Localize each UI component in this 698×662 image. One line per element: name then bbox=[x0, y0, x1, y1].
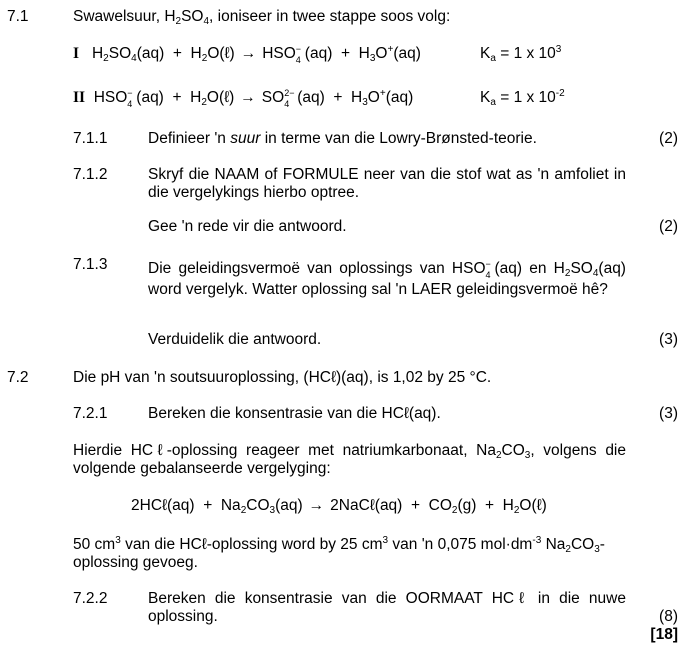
question-number-7-1-3: 7.1.3 bbox=[73, 256, 108, 273]
question-7-1-intro: Swawelsuur, $H_2SO_4$, ioniseer in twee stappe soos volg: bbox=[73, 8, 451, 27]
question-number-7-2-1: 7.2.1 bbox=[73, 405, 108, 422]
question-7-2-intro: Die pH van 'n soutsuuroplossing, (HCℓ)(aq), is 1,02 by 25 °C. bbox=[73, 369, 492, 386]
equation-2: II HSO − 4 $(aq) + H_2O(\ell)$ → SO 2− 4 $(aq) + H_3O^+(aq)$ bbox=[73, 87, 414, 109]
marks-7-2-2: (8) bbox=[659, 608, 678, 625]
question-number-7-2: 7.2 bbox=[7, 369, 29, 386]
question-7-1-2-text: Skryf die NAAM of FORMULE neer van die stof wat as 'n amfoliet in die vergelykings hierbo optree. bbox=[148, 166, 626, 201]
mixing-description: 50 $cm^3$ van die HCℓ-oplossing word by 25 $cm^3$ van 'n 0,075 $mol\cdot dm^{-3}$ $Na_2CO_3$-oplossing gevoeg. bbox=[73, 535, 605, 571]
question-7-1-3-followup: Verduidelik die antwoord. bbox=[148, 331, 322, 348]
equation-2-label: II bbox=[73, 89, 86, 106]
equation-1-ka: $K_a = 1$ x $10^3$ bbox=[480, 44, 562, 64]
question-number-7-1-1: 7.1.1 bbox=[73, 130, 108, 147]
marks-7-1-3: (3) bbox=[659, 331, 678, 348]
question-7-1-3-text: Die geleidingsvermoë van oplossings van HSO − 4 (aq) en $H_2SO_4(aq)$ word vergelyk. Watter oplossing sal 'n LAER geleidingsvermoë hê? bbox=[148, 258, 626, 298]
question-number-7-1: 7.1 bbox=[7, 8, 29, 25]
question-number-7-1-2: 7.1.2 bbox=[73, 166, 108, 183]
question-7-1-1-text: Definieer 'n suur in terme van die Lowry-Brønsted-teorie. bbox=[148, 130, 537, 147]
question-number-7-2-2: 7.2.2 bbox=[73, 590, 108, 607]
equation-2-ka: $K_a = 1$ x $10^{-2}$ bbox=[480, 88, 565, 108]
marks-7-1-2: (2) bbox=[659, 218, 678, 235]
question-7-2-2-text: Bereken die konsentrasie van die OORMAAT HCℓ in die nuwe oplossing. bbox=[148, 590, 626, 625]
question-7-2-1-text: Bereken die konsentrasie van die HCℓ(aq). bbox=[148, 405, 441, 422]
question-7-1-2-followup: Gee 'n rede vir die antwoord. bbox=[148, 218, 347, 235]
equation-1-label: I bbox=[73, 45, 80, 62]
reaction-description: Hierdie HCℓ-oplossing reageer met natriumkarbonaat, $Na_2CO_3$, volgens die volgende gebalanseerde vergelyging: bbox=[73, 442, 626, 477]
total-marks: [18] bbox=[650, 626, 678, 643]
balanced-equation: 2HCℓ(aq) + $Na_2CO_3(aq)$ → 2NaCℓ(aq) + $CO_2(g)$ + $H_2O(\ell)$ bbox=[131, 497, 547, 516]
marks-7-1-1: (2) bbox=[659, 130, 678, 147]
marks-7-2-1: (3) bbox=[659, 405, 678, 422]
equation-1: I $H_2SO_4(aq)$ + $H_2O(\ell)$ → HSO − 4 $(aq) + H_3O^+(aq)$ bbox=[73, 43, 421, 65]
